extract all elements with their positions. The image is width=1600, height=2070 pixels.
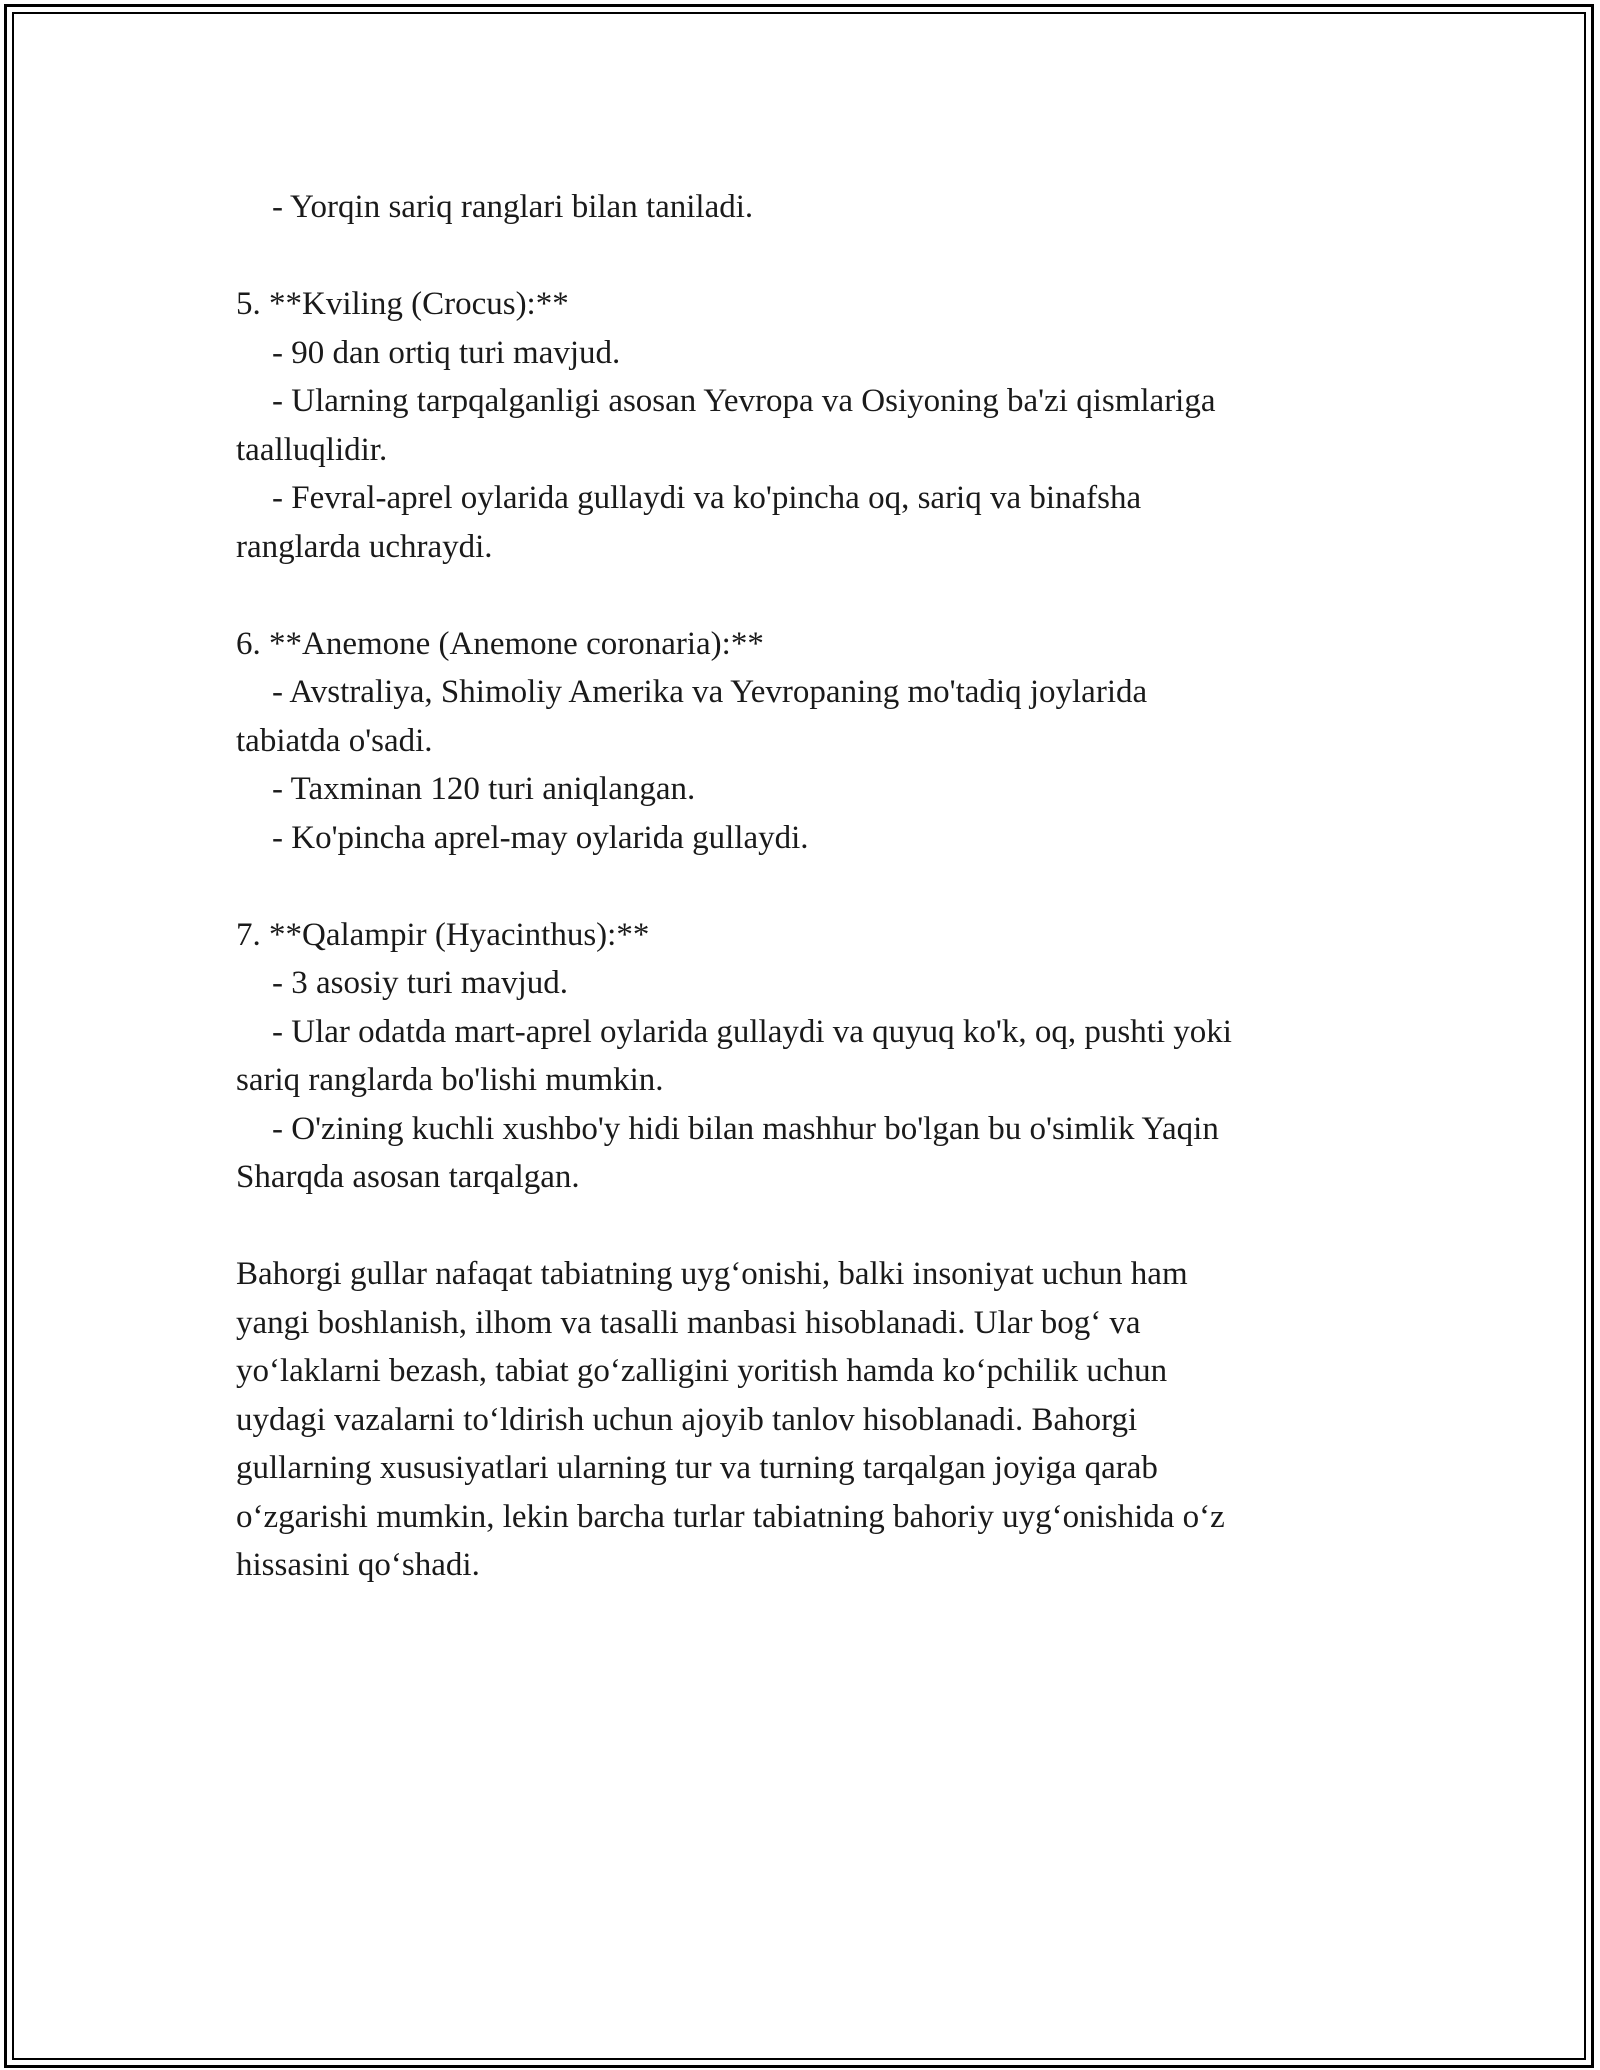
paragraph-gap <box>236 1202 1351 1251</box>
conclusion-line: hissasini qo‘shadi. <box>236 1547 480 1583</box>
list-item: - Ularning tarpqalganligi asosan Yevropa va Osiyoning ba'zi qismlariga <box>272 383 1216 419</box>
list-item-continuation: Sharqda asosan tarqalgan. <box>236 1159 580 1195</box>
conclusion-line: o‘zgarishi mumkin, lekin barcha turlar tabiatning bahoriy uyg‘onishida o‘z <box>236 1498 1225 1535</box>
list-item: - 3 asosiy turi mavjud. <box>272 965 569 1001</box>
conclusion-line: uydagi vazalarni to‘ldirish uchun ajoyib tanlov hisoblanadi. Bahorgi <box>236 1401 1138 1438</box>
section-heading-hyacinthus: 7. **Qalampir (Hyacinthus):** <box>236 916 650 953</box>
list-item-continuation: taalluqlidir. <box>236 431 388 468</box>
conclusion-line: Bahorgi gullar nafaqat tabiatning uyg‘onishi, balki insoniyat uchun ham <box>236 1256 1188 1292</box>
section-heading-crocus: 5. **Kviling (Crocus):** <box>236 286 569 322</box>
list-item: - Ular odatda mart-aprel oylarida gullaydi va quyuq ko'k, oq, pushti yoki <box>272 1013 1232 1050</box>
list-item: - 90 dan ortiq turi mavjud. <box>272 334 621 371</box>
paragraph-gap <box>236 232 1351 281</box>
paragraph-gap <box>236 862 1351 911</box>
document-body <box>236 183 1351 1590</box>
paragraph-gap <box>236 571 1351 620</box>
list-item: - Avstraliya, Shimoliy Amerika va Yevropaning mo'tadiq joylarida <box>272 674 1148 710</box>
list-item: - O'zining kuchli xushbo'y hidi bilan mashhur bo'lgan bu o'simlik Yaqin <box>272 1110 1219 1147</box>
conclusion-line: gullarning xususiyatlari ularning tur va turning tarqalgan joyiga qarab <box>236 1450 1158 1486</box>
section-heading-anemone: 6. **Anemone (Anemone coronaria):** <box>236 625 764 662</box>
conclusion-line: yo‘laklarni bezash, tabiat go‘zalligini yoritish hamda ko‘pchilik uchun <box>236 1353 1168 1389</box>
intro-bullet: - Yorqin sariq ranglari bilan taniladi. <box>272 189 754 225</box>
conclusion-line: yangi boshlanish, ilhom va tasalli manbasi hisoblanadi. Ular bog‘ va <box>236 1304 1141 1341</box>
list-item-continuation: sariq ranglarda bo'lishi mumkin. <box>236 1062 664 1098</box>
list-item: - Ko'pincha aprel-may oylarida gullaydi. <box>272 819 809 856</box>
list-item-continuation: ranglarda uchraydi. <box>236 528 493 565</box>
list-item-continuation: tabiatda o'sadi. <box>236 722 433 759</box>
list-item: - Taxminan 120 turi aniqlangan. <box>272 771 696 807</box>
list-item: - Fevral-aprel oylarida gullaydi va ko'pincha oq, sariq va binafsha <box>272 480 1142 516</box>
